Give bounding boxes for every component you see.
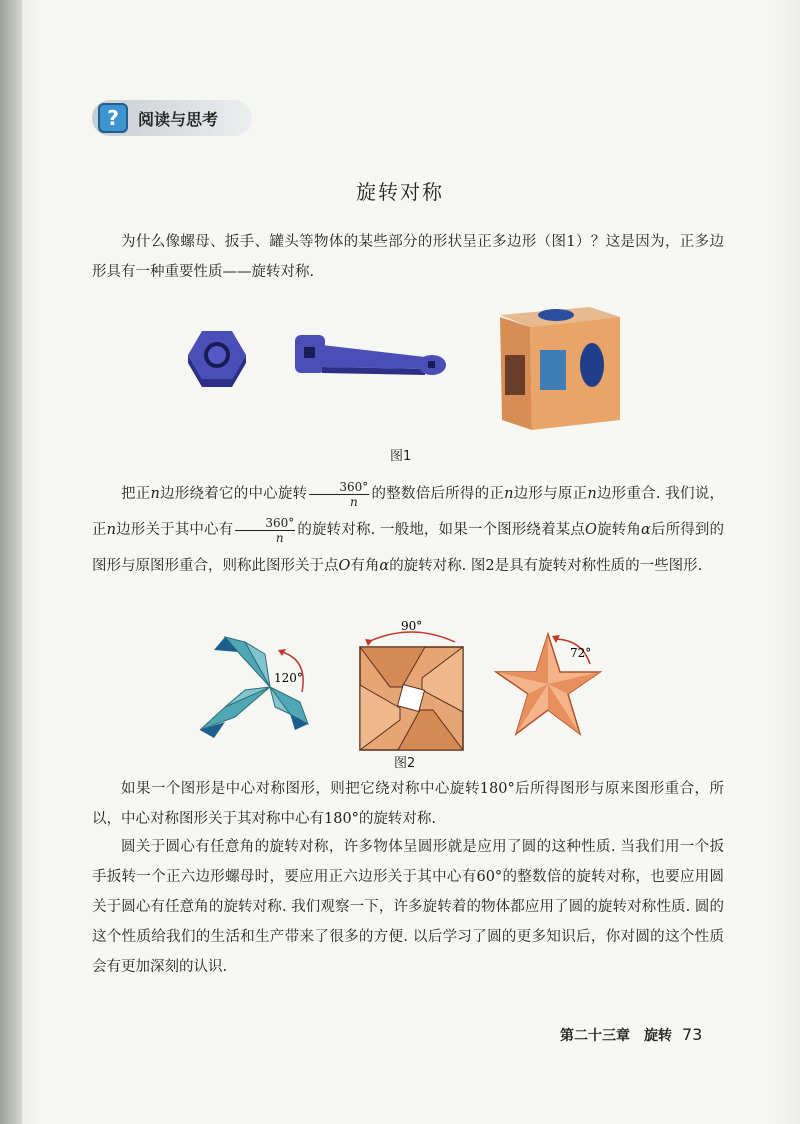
section-label: 阅读与思考	[138, 110, 219, 129]
hex-nut-image	[188, 331, 246, 387]
page-binding	[0, 0, 22, 1124]
page-number: 73	[682, 1025, 703, 1044]
figure-1-illustration	[180, 295, 640, 435]
page-title: 旋转对称	[356, 180, 444, 204]
fraction-360-over-n: $\frac{360^\circ}{n}$	[235, 516, 295, 545]
angle-72-label: 72°	[570, 646, 592, 660]
angle-90-label: 90°	[401, 619, 423, 633]
paragraph-2: 把正n边形绕着它的中心旋转 $\frac{360^\circ}{n}$ 的整数倍后所得的正n边形与原正n边形重合. 我们说，正n边形关于其中心有 $\frac{360^\circ}{n}$ 的旋转对称. 一般地，如果一个图形绕着某点O旋转角α后所得到的图形与原图形重合，则称此图形关于点O有角α的旋转对称. 图2是具有旋转对称性质的一些图形.	[92, 479, 725, 574]
section-tab	[92, 100, 252, 136]
figure-2-caption: 图2	[394, 756, 416, 771]
paragraph-4: 圆关于圆心有任意角的旋转对称，许多物体呈圆形就是应用了圆的这种性质. 当我们用一个扳手扳转一个正六边形螺母时，要应用正六边形关于其中心有60°的整数倍的旋转对称，也要应用圆关于圆心有任意角的旋转对称. 我们观察一下，许多旋转着的物体都应用了圆的旋转对称性质. 圆的这个性质给我们的生活和生产带来了很多的方便. 以后学习了圆的更多知识后，你对圆的这个性质会有更加深刻的认识.	[92, 839, 724, 975]
chapter-label: 第二十三章 旋转	[560, 1028, 672, 1044]
pinwheel-120-shape	[200, 637, 308, 738]
paragraph-3: 如果一个图形是中心对称图形，则把它绕对称中心旋转180°后所得图形与原来图形重合，所以，中心对称图形关于其对称中心有180°的旋转对称.	[92, 781, 724, 827]
figure-2-illustration	[190, 612, 620, 752]
question-book-icon: ?	[98, 103, 128, 133]
paragraph-1: 为什么像螺母、扳手、罐头等物体的某些部分的形状呈正多边形（图1）？这是因为，正多边形具有一种重要性质——旋转对称.	[92, 234, 724, 280]
fraction-360-over-n: $\frac{360^\circ}{n}$	[309, 480, 369, 509]
figure-1-caption: 图1	[390, 449, 412, 464]
tin-can-image	[500, 307, 620, 430]
page-footer	[560, 1025, 702, 1045]
angle-120-label: 120°	[274, 671, 303, 685]
square-90-shape	[360, 632, 463, 750]
wrench-image	[295, 335, 446, 375]
